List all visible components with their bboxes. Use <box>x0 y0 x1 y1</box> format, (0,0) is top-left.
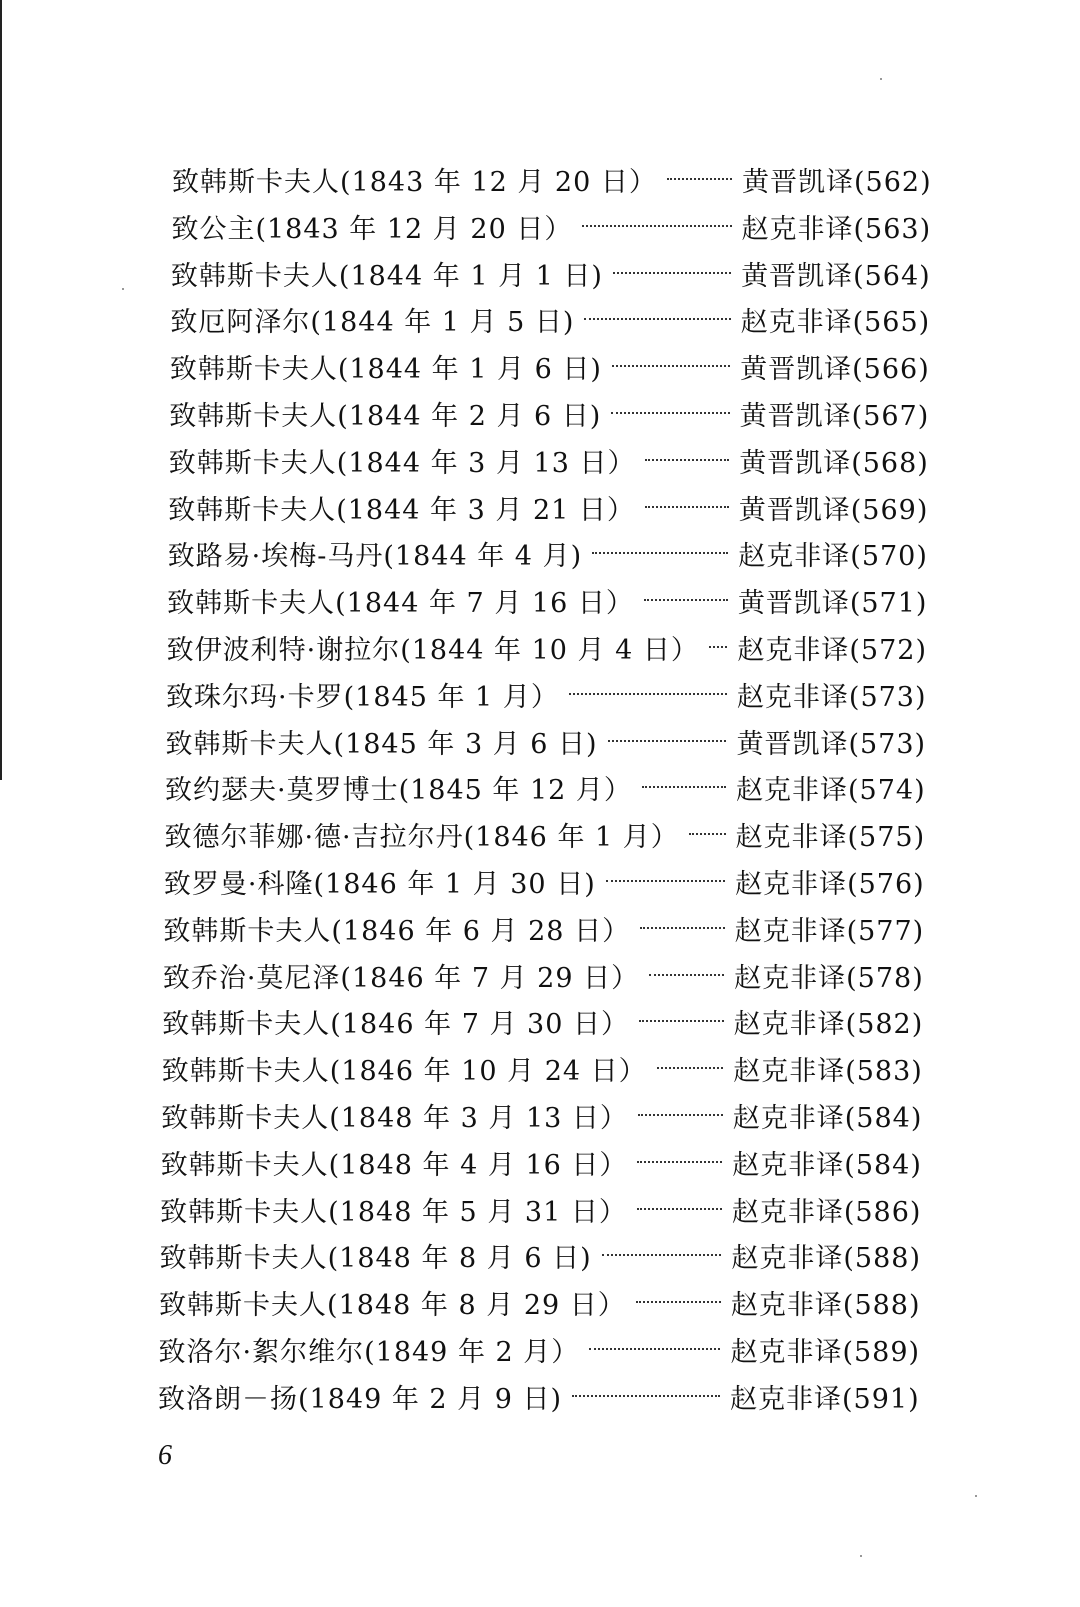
toc-entry-reference <box>730 1283 921 1329</box>
toc-entry <box>158 1377 920 1423</box>
toc-entry-title: 致韩斯卡夫人(1848 年 8 月 6 日) <box>159 1243 592 1275</box>
toc-entry-title: 致洛朗－扬(1849 年 2 月 9 日) <box>158 1383 563 1415</box>
toc-entry-title: 致乔治·莫尼泽(1846 年 7 月 29 日） <box>162 962 640 994</box>
toc-entry-translator: 黄晋凯译 <box>742 167 854 198</box>
toc-dot-leader <box>589 1348 720 1350</box>
toc-dot-leader <box>637 1161 722 1163</box>
toc-entry-page: (584) <box>844 1149 922 1181</box>
toc-dot-leader <box>645 506 729 508</box>
toc-entry <box>163 909 925 955</box>
toc-entry-title: 致韩斯卡夫人(1844 年 1 月 1 日) <box>170 260 603 292</box>
toc-entry-page: (588) <box>843 1243 921 1275</box>
toc-entry-reference <box>734 909 925 955</box>
toc-entry-title: 致韩斯卡夫人(1848 年 5 月 31 日） <box>160 1196 627 1228</box>
toc-entry-page: (584) <box>844 1103 923 1134</box>
toc-entry-reference <box>736 675 927 721</box>
toc-entry-title: 致韩斯卡夫人(1846 年 10 月 24 日） <box>161 1056 647 1088</box>
toc-entry-title: 致韩斯卡夫人(1848 年 4 月 16 日） <box>160 1149 628 1181</box>
toc-entry <box>163 862 925 908</box>
toc-entry-reference <box>738 488 929 534</box>
toc-entry-reference <box>736 722 927 768</box>
toc-entry-reference <box>739 441 929 487</box>
toc-entry <box>168 488 929 534</box>
toc-dot-leader <box>667 178 732 180</box>
toc-entry-reference <box>737 581 928 627</box>
toc-dot-leader <box>657 1067 724 1069</box>
toc-entry-title: 致洛尔·絮尔维尔(1849 年 2 月） <box>158 1337 580 1368</box>
toc-entry-reference <box>739 394 930 440</box>
toc-entry-title: 致伊波利特·谢拉尔(1844 年 10 月 4 日） <box>166 635 699 666</box>
toc-entry-title: 致韩斯卡夫人(1844 年 3 月 21 日） <box>168 494 635 526</box>
toc-entry <box>161 1096 923 1142</box>
toc-entry-page: (565) <box>852 307 931 339</box>
toc-entry-reference <box>741 254 931 300</box>
toc-entry-reference <box>736 768 926 814</box>
toc-entry-reference <box>735 862 925 908</box>
toc-entry-page: (589) <box>842 1337 921 1368</box>
toc-entry-translator: 赵克非译 <box>731 1196 844 1228</box>
toc-entry <box>162 956 924 1002</box>
toc-entry-page: (586) <box>843 1196 922 1228</box>
toc-entry <box>170 254 931 300</box>
toc-entry-reference <box>733 1049 923 1095</box>
toc-entry-title: 致路易·埃梅-马丹(1844 年 4 月) <box>167 541 583 573</box>
toc-entry-title: 致韩斯卡夫人(1848 年 8 月 29 日） <box>159 1290 626 1322</box>
toc-entry-page: (571) <box>849 588 928 620</box>
toc-entry-title: 致韩斯卡夫人(1846 年 6 月 28 日） <box>163 915 631 947</box>
scan-speck <box>880 78 882 80</box>
toc-entry-title: 致德尔菲娜·德·吉拉尔丹(1846 年 1 月） <box>164 822 679 854</box>
toc-entry-reference <box>731 1236 921 1282</box>
toc-entry-page: (573) <box>848 681 927 713</box>
toc-entry-translator: 黄晋凯译 <box>738 494 851 526</box>
toc-entry-reference <box>733 1002 924 1048</box>
toc-entry <box>169 347 930 393</box>
toc-entry-title: 致韩斯卡夫人(1846 年 7 月 30 日） <box>162 1009 629 1041</box>
toc-dot-leader <box>611 412 729 414</box>
toc-entry-translator: 赵克非译 <box>735 869 848 900</box>
toc-dot-leader <box>608 740 727 742</box>
toc-entry-translator: 赵克非译 <box>730 1337 843 1368</box>
toc-dot-leader <box>642 786 726 788</box>
toc-entry <box>168 441 929 487</box>
toc-entry-translator: 黄晋凯译 <box>739 401 852 432</box>
table-of-contents <box>0 160 1080 1460</box>
toc-entry-page: (566) <box>852 354 930 386</box>
toc-dot-leader <box>606 880 725 882</box>
toc-entry-translator: 赵克非译 <box>733 1009 846 1041</box>
toc-entry-reference <box>732 1143 922 1189</box>
toc-entry-translator: 赵克非译 <box>730 1383 842 1415</box>
toc-entry-page: (575) <box>847 822 926 854</box>
toc-dot-leader <box>613 272 731 274</box>
toc-entry-page: (563) <box>853 213 932 245</box>
page-number: 6 <box>158 1440 172 1471</box>
toc-entry <box>164 815 926 861</box>
toc-entry-title: 致珠尔玛·卡罗(1845 年 1 月） <box>166 681 559 713</box>
toc-entry-page: (588) <box>842 1290 921 1322</box>
toc-entry-reference <box>734 956 924 1002</box>
toc-entry-reference <box>740 347 930 393</box>
toc-entry-translator: 赵克非译 <box>734 962 847 994</box>
toc-entry <box>159 1283 921 1329</box>
toc-entry-translator: 赵克非译 <box>734 915 847 947</box>
toc-dot-leader <box>689 833 726 835</box>
toc-dot-leader <box>602 1254 722 1256</box>
toc-entry <box>160 1190 922 1236</box>
toc-entry-translator: 赵克非译 <box>733 1056 846 1088</box>
toc-entry-translator: 黄晋凯译 <box>740 354 853 386</box>
toc-entry-title: 致约瑟夫·莫罗博士(1845 年 12 月） <box>165 775 632 807</box>
toc-entry <box>166 628 927 674</box>
toc-entry-title: 致韩斯卡夫人(1848 年 3 月 13 日） <box>161 1103 628 1134</box>
toc-entry-page: (567) <box>851 401 930 432</box>
toc-entry-page: (582) <box>845 1009 924 1041</box>
toc-dot-leader <box>572 1395 720 1397</box>
toc-entry-title: 致公主(1843 年 12 月 20 日） <box>171 213 573 245</box>
toc-entry <box>167 581 928 627</box>
toc-entry-reference <box>731 1190 922 1236</box>
toc-entry-page: (578) <box>846 962 924 994</box>
toc-entry-translator: 赵克非译 <box>737 635 850 666</box>
toc-entry-translator: 赵克非译 <box>731 1243 844 1275</box>
toc-dot-leader <box>584 318 730 320</box>
toc-entry-translator: 赵克非译 <box>736 681 849 713</box>
toc-entry-page: (576) <box>847 869 925 900</box>
toc-dot-leader <box>644 599 728 601</box>
toc-dot-leader <box>612 365 730 367</box>
toc-entry <box>172 160 932 206</box>
toc-entry-page: (574) <box>848 775 926 807</box>
toc-entry-reference <box>738 534 928 580</box>
toc-entry-translator: 赵克非译 <box>738 541 851 573</box>
toc-dot-leader <box>645 459 729 461</box>
toc-entry-page: (572) <box>849 635 927 666</box>
toc-entry-reference <box>730 1377 920 1423</box>
toc-dot-leader <box>569 693 727 695</box>
toc-entry-translator: 黄晋凯译 <box>736 728 849 760</box>
toc-entry-reference <box>742 160 932 206</box>
toc-entry <box>169 394 930 440</box>
toc-entry-page: (568) <box>851 447 929 479</box>
scan-speck <box>975 1495 977 1497</box>
toc-entry-title: 致韩斯卡夫人(1843 年 12 月 20 日） <box>172 167 657 198</box>
toc-entry-translator: 赵克非译 <box>732 1149 845 1181</box>
toc-entry-reference <box>737 628 927 674</box>
toc-entry-title: 致韩斯卡夫人(1845 年 3 月 6 日) <box>165 728 598 760</box>
toc-entry-page: (577) <box>846 915 925 947</box>
toc-entry-title: 致韩斯卡夫人(1844 年 3 月 13 日） <box>168 447 636 479</box>
toc-entry <box>160 1143 922 1189</box>
toc-dot-leader <box>640 927 725 929</box>
toc-dot-leader <box>709 646 727 648</box>
toc-entry <box>158 1330 921 1376</box>
toc-entry-title: 致罗曼·科隆(1846 年 1 月 30 日) <box>163 869 596 900</box>
toc-dot-leader <box>592 552 728 554</box>
toc-entry <box>167 534 928 580</box>
toc-entry <box>162 1002 924 1048</box>
toc-dot-leader <box>639 1020 724 1022</box>
toc-entry-title: 致厄阿泽尔(1844 年 1 月 5 日) <box>170 307 575 339</box>
toc-entry <box>171 207 932 253</box>
toc-entry-page: (570) <box>850 541 928 573</box>
scan-speck <box>122 288 124 290</box>
toc-entry <box>170 300 931 346</box>
toc-entry-page: (564) <box>853 260 931 292</box>
toc-entry-translator: 赵克非译 <box>741 213 854 245</box>
toc-entry-translator: 赵克非译 <box>736 775 848 807</box>
scan-speck <box>860 1555 862 1557</box>
toc-entry <box>165 722 927 768</box>
toc-entry-page: (591) <box>842 1383 920 1415</box>
toc-entry-translator: 赵克非译 <box>730 1290 843 1322</box>
toc-entry-title: 致韩斯卡夫人(1844 年 2 月 6 日) <box>169 401 602 432</box>
toc-entry-reference <box>730 1330 921 1376</box>
toc-entry-translator: 黄晋凯译 <box>741 260 854 292</box>
toc-entry-reference <box>740 300 931 346</box>
toc-entry-page: (583) <box>845 1056 923 1088</box>
toc-entry-reference <box>735 815 926 861</box>
toc-entry-translator: 赵克非译 <box>740 307 853 339</box>
toc-entry-translator: 赵克非译 <box>735 822 848 854</box>
toc-entry-title: 致韩斯卡夫人(1844 年 1 月 6 日) <box>169 354 602 386</box>
toc-entry-translator: 黄晋凯译 <box>739 447 852 479</box>
toc-entry-reference <box>741 207 932 253</box>
toc-dot-leader <box>638 1114 723 1116</box>
toc-entry-page: (562) <box>854 167 932 198</box>
toc-entry-reference <box>732 1096 923 1142</box>
toc-entry-translator: 赵克非译 <box>732 1103 845 1134</box>
toc-entry-page: (573) <box>848 728 927 760</box>
toc-entry-page: (569) <box>850 494 929 526</box>
toc-dot-leader <box>637 1208 722 1210</box>
toc-entry <box>166 675 927 721</box>
toc-dot-leader <box>636 1301 721 1303</box>
toc-dot-leader <box>582 225 731 227</box>
toc-entry-title: 致韩斯卡夫人(1844 年 7 月 16 日） <box>167 588 634 620</box>
toc-dot-leader <box>649 974 724 976</box>
toc-entry <box>159 1236 921 1282</box>
toc-entry-translator: 黄晋凯译 <box>737 588 850 620</box>
toc-entry <box>161 1049 923 1095</box>
toc-entry <box>165 768 926 814</box>
